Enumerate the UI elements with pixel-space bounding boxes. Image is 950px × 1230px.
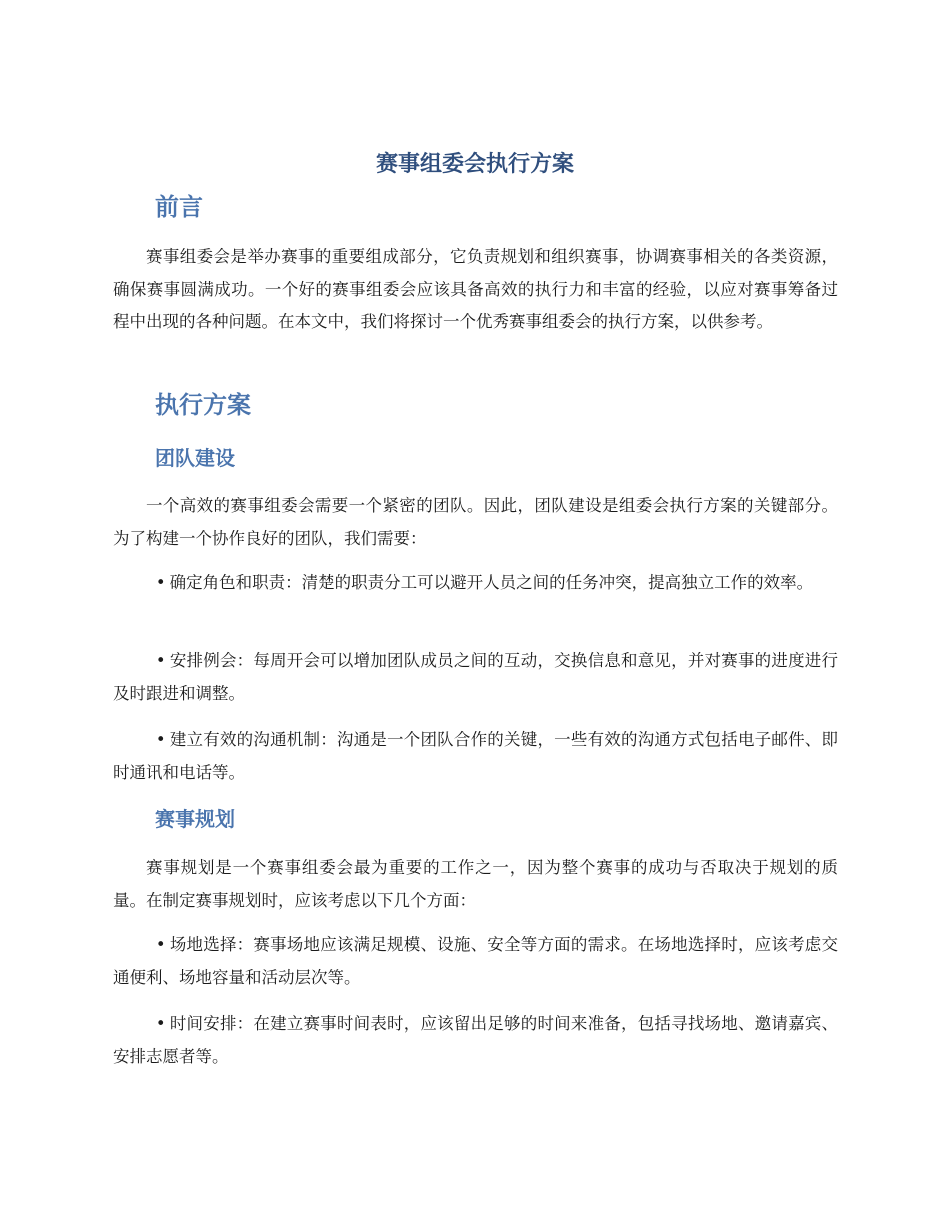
preface-paragraph: 赛事组委会是举办赛事的重要组成部分，它负责规划和组织赛事，协调赛事相关的各类资源，确保赛事圆满成功。一个好的赛事组委会应该具备高效的执行力和丰富的经验，以应对赛事筹备过程中出现的各种问题。在本文中，我们将探讨一个优秀赛事组委会的执行方案，以供参考。 — [113, 247, 838, 331]
heading-preface: 前言 — [155, 193, 203, 221]
team-bullet-roles — [113, 567, 838, 600]
planning-intro-paragraph: 赛事规划是一个赛事组委会最为重要的工作之一，因为整个赛事的成功与否取决于规划的质量。在制定赛事规划时，应该考虑以下几个方面： — [113, 858, 838, 910]
bullet-text: 建立有效的沟通机制：沟通是一个团队合作的关键，一些有效的沟通方式包括电子邮件、即时通讯和电话等。 — [113, 730, 838, 782]
heading-execution-plan: 执行方案 — [155, 391, 251, 419]
team-bullet-meetings — [113, 645, 838, 710]
heading-team-building: 团队建设 — [155, 446, 235, 470]
bullet-mark: • — [155, 730, 166, 749]
team-intro-paragraph: 一个高效的赛事组委会需要一个紧密的团队。因此，团队建设是组委会执行方案的关键部分。为了构建一个协作良好的团队，我们需要： — [113, 496, 838, 548]
planning-bullet-schedule — [113, 1008, 838, 1073]
bullet-text: 时间安排：在建立赛事时间表时，应该留出足够的时间来准备，包括寻找场地、邀请嘉宾、安排志愿者等。 — [113, 1014, 838, 1066]
bullet-mark: • — [155, 935, 166, 954]
bullet-mark: • — [155, 651, 166, 670]
bullet-mark: • — [155, 573, 166, 592]
bullet-text: 安排例会：每周开会可以增加团队成员之间的互动，交换信息和意见，并对赛事的进度进行及时跟进和调整。 — [113, 651, 838, 703]
planning-bullet-venue — [113, 929, 838, 994]
heading-event-planning: 赛事规划 — [155, 807, 235, 831]
bullet-text: 场地选择：赛事场地应该满足规模、设施、安全等方面的需求。在场地选择时，应该考虑交通便利、场地容量和活动层次等。 — [113, 935, 838, 987]
team-bullet-communication — [113, 724, 838, 789]
bullet-text: 确定角色和职责：清楚的职责分工可以避开人员之间的任务冲突，提高独立工作的效率。 — [169, 573, 814, 592]
document-title: 赛事组委会执行方案 — [375, 152, 574, 177]
bullet-mark: • — [155, 1014, 166, 1033]
